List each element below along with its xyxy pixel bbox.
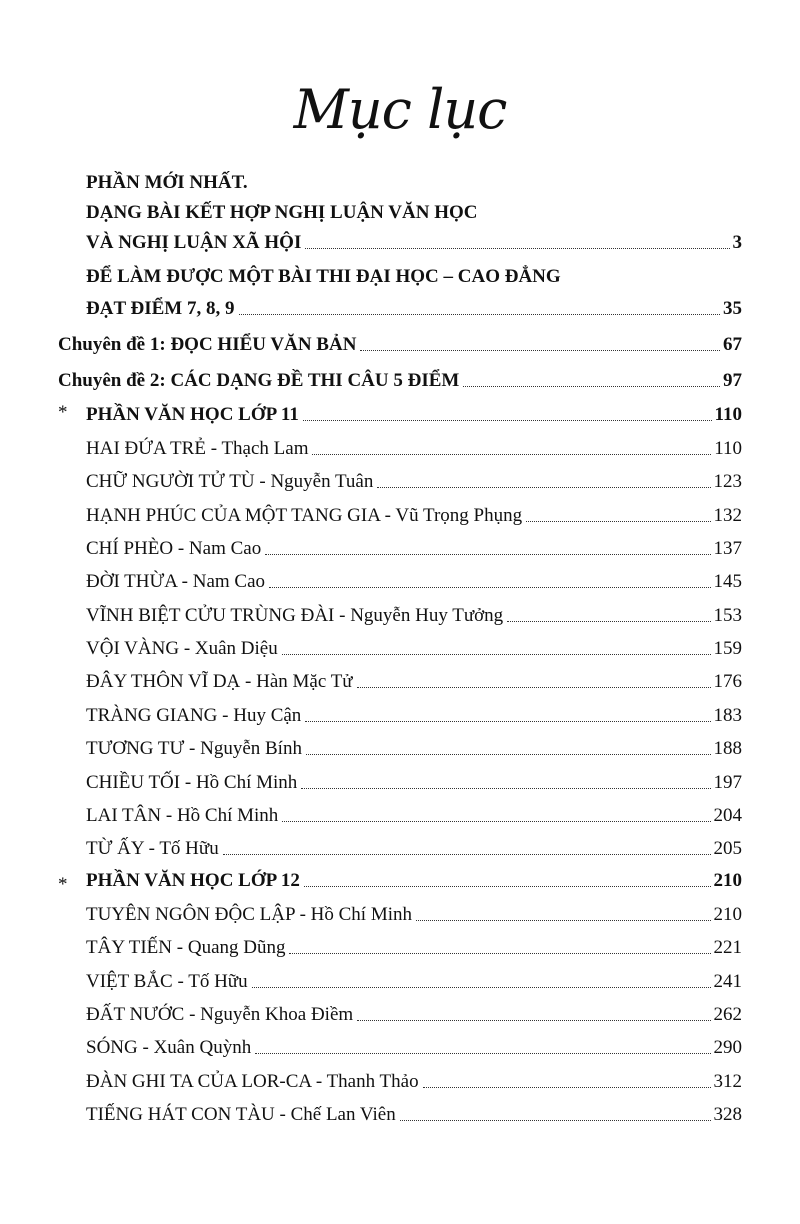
dot-leader [416, 920, 710, 921]
separator: - [217, 704, 234, 726]
toc-page-number: 328 [713, 1103, 742, 1125]
author-name: Nguyễn Bính [200, 738, 302, 760]
toc-entry[interactable] [86, 1031, 742, 1059]
dot-leader [223, 854, 711, 855]
dot-leader [304, 886, 711, 887]
separator: - [143, 838, 160, 860]
toc-entry[interactable] [86, 1098, 742, 1126]
toc-page-number: 153 [713, 604, 742, 626]
toc-page-number: 210 [713, 870, 742, 891]
work-title: TUYÊN NGÔN ĐỘC LẬP [86, 904, 295, 925]
toc-entry[interactable] [86, 599, 742, 627]
dot-leader [507, 621, 710, 622]
toc-entry-text [58, 370, 459, 392]
toc-page-number: 137 [713, 538, 742, 560]
separator: - [173, 538, 189, 560]
dot-leader [357, 1020, 710, 1021]
toc-section-11-heading[interactable] [86, 398, 742, 426]
toc-page-number: 3 [732, 232, 742, 253]
toc-entry-text [86, 772, 297, 794]
toc-entry[interactable] [86, 432, 742, 460]
separator: - [240, 671, 257, 693]
separator: - [274, 1103, 291, 1125]
work-title: LAI TÂN [86, 804, 162, 826]
separator: - [137, 1037, 154, 1059]
toc-entry[interactable] [86, 1065, 742, 1093]
author-name: Thanh Thảo [326, 1070, 419, 1092]
separator: - [179, 638, 195, 660]
toc-page-number: 290 [713, 1037, 742, 1059]
separator: - [172, 937, 188, 959]
work-title: TƯƠNG TƯ [86, 738, 185, 760]
toc-entry-text: VÀ NGHỊ LUẬN XÃ HỘI [86, 232, 302, 253]
topic-prefix: Chuyên đề 1: [58, 334, 166, 355]
dot-leader [463, 386, 720, 387]
separator: - [176, 571, 193, 593]
toc-entry[interactable] [86, 965, 742, 993]
toc-entry[interactable] [86, 998, 742, 1026]
separator: - [205, 438, 222, 459]
dot-leader [360, 350, 720, 351]
dot-leader [255, 1053, 710, 1054]
work-title: CHỮ NGƯỜI TỬ TÙ [86, 471, 255, 493]
dot-leader [306, 754, 711, 755]
toc-entry[interactable] [86, 665, 742, 693]
separator: - [379, 504, 396, 526]
toc-entry[interactable] [86, 732, 742, 760]
toc-entry[interactable] [86, 499, 742, 527]
toc-entry-text [86, 1104, 396, 1126]
toc-entry-text [58, 334, 356, 356]
dot-leader [400, 1120, 711, 1121]
toc-entry[interactable] [86, 898, 742, 926]
toc-entry[interactable] [86, 292, 742, 320]
toc-page-number: 176 [713, 671, 742, 693]
toc-entry-text [86, 1071, 419, 1093]
toc-page-number: 123 [713, 471, 742, 493]
toc-page-number: 132 [713, 504, 742, 526]
toc-intro-line1 [86, 166, 736, 194]
toc-page-number: 262 [713, 1003, 742, 1025]
toc-entry-text: PHẦN VĂN HỌC LỚP 12 [86, 870, 300, 891]
separator: - [180, 771, 196, 793]
dot-leader [377, 487, 710, 488]
toc-page-number: 241 [713, 970, 742, 992]
topic-prefix: Chuyên đề 2: [58, 370, 166, 391]
toc-entry-text [86, 438, 308, 460]
author-name: Hàn Mặc Tử [256, 671, 353, 693]
work-title: ĐÀN GHI TA CỦA LOR-CA [86, 1070, 312, 1092]
dot-leader [252, 987, 711, 988]
toc-entry-text: PHẦN MỚI NHẤT. [86, 172, 248, 193]
toc-intro-line2 [86, 196, 736, 224]
dot-leader [526, 521, 710, 522]
work-title: HAI ĐỨA TRẺ [86, 438, 206, 459]
toc-entry[interactable] [86, 699, 742, 727]
toc-page-number: 67 [723, 334, 742, 355]
toc-entry-text [86, 904, 412, 926]
toc-page-number: 188 [713, 738, 742, 760]
toc-page-number: 183 [713, 704, 742, 726]
author-name: Huy Cận [233, 704, 302, 726]
toc-intro-line4 [86, 260, 736, 288]
toc-entry-text: PHẦN VĂN HỌC LỚP 11 [86, 404, 299, 425]
work-title: TRÀNG GIANG [86, 704, 218, 726]
toc-entry-text [86, 538, 261, 560]
toc-page-number: 110 [714, 404, 742, 425]
author-name: Quang Dũng [187, 937, 286, 959]
toc-page-number: 210 [713, 904, 742, 925]
toc-entry-text [86, 838, 219, 860]
work-title: ĐÂY THÔN VĨ DẠ [86, 671, 241, 693]
bullet-star: * [58, 874, 68, 895]
separator: - [184, 738, 201, 760]
toc-entry-text [86, 705, 301, 727]
separator: - [334, 604, 351, 626]
dot-leader [265, 554, 710, 555]
author-name: Thạch Lam [221, 438, 309, 459]
toc-page-number: 35 [723, 298, 742, 319]
toc-entry-text [86, 605, 503, 627]
dot-leader [289, 953, 710, 954]
toc-entry-topic-1[interactable] [58, 328, 742, 356]
work-title: TÂY TIẾN [86, 937, 173, 959]
author-name: Tố Hữu [159, 838, 219, 860]
toc-entry-text: ĐẠT ĐIỂM 7, 8, 9 [86, 298, 235, 319]
work-title: HẠNH PHÚC CỦA MỘT TANG GIA [86, 504, 380, 526]
toc-entry-text [86, 471, 373, 493]
author-name: Chế Lan Viên [290, 1103, 396, 1125]
dot-leader [282, 821, 710, 822]
work-title: CHIỀU TỐI [86, 771, 181, 793]
dot-leader [423, 1087, 711, 1088]
toc-page-number: 204 [713, 804, 742, 826]
toc-entry-text [86, 638, 278, 660]
author-name: Nguyễn Tuân [270, 471, 374, 493]
work-title: TỪ ẤY [86, 838, 144, 860]
dot-leader [303, 420, 712, 421]
toc-entry[interactable] [86, 465, 742, 493]
author-name: Nguyễn Khoa Điềm [200, 1003, 354, 1025]
work-title: ĐẤT NƯỚC [86, 1003, 185, 1025]
toc-page-number: 110 [714, 438, 742, 459]
separator: - [184, 1003, 201, 1025]
toc-entry-text [86, 805, 278, 827]
toc-page-number: 205 [713, 838, 742, 860]
separator: - [161, 804, 177, 826]
author-name: Nguyễn Huy Tưởng [350, 604, 504, 626]
toc-entry-text [86, 1037, 251, 1059]
toc-entry-text: ĐỂ LÀM ĐƯỢC MỘT BÀI THI ĐẠI HỌC – CAO ĐẲNG [86, 266, 561, 287]
toc-entry-topic-2[interactable] [58, 364, 742, 392]
page-title: Mục lục [293, 78, 507, 141]
dot-leader [305, 248, 729, 249]
toc-page-number: 97 [723, 370, 742, 391]
separator: - [294, 904, 311, 925]
toc-entry[interactable] [86, 226, 742, 254]
topic-title: ĐỌC HIỂU VĂN BẢN [170, 334, 357, 355]
author-name: Hồ Chí Minh [310, 904, 413, 925]
dot-leader [269, 587, 710, 588]
toc-entry-text [86, 671, 353, 693]
author-name: Tố Hữu [188, 970, 248, 992]
dot-leader [301, 788, 710, 789]
toc-page-number: 145 [713, 571, 742, 593]
toc-entry-text [86, 1004, 353, 1026]
work-title: VIỆT BẮC [86, 970, 173, 992]
topic-title: CÁC DẠNG ĐỀ THI CÂU 5 ĐIỂM [170, 370, 460, 391]
toc-entry-text [86, 571, 265, 593]
dot-leader [305, 721, 710, 722]
toc-entry-text: DẠNG BÀI KẾT HỢP NGHỊ LUẬN VĂN HỌC [86, 202, 478, 223]
work-title: VĨNH BIỆT CỬU TRÙNG ĐÀI [86, 604, 335, 626]
work-title: SÓNG [86, 1037, 138, 1059]
author-name: Nam Cao [192, 571, 266, 593]
toc-entry[interactable] [86, 565, 742, 593]
dot-leader [282, 654, 711, 655]
toc-entry[interactable] [86, 766, 742, 794]
toc-entry[interactable] [86, 832, 742, 860]
toc-entry-text [86, 738, 302, 760]
toc-entry[interactable] [86, 799, 742, 827]
separator: - [254, 471, 271, 493]
toc-entry-text [86, 971, 248, 993]
author-name: Hồ Chí Minh [195, 771, 298, 793]
dot-leader [239, 314, 721, 315]
bullet-star: * [58, 402, 68, 423]
toc-entry[interactable] [86, 632, 742, 660]
work-title: CHÍ PHÈO [86, 538, 174, 560]
dot-leader [312, 454, 711, 455]
author-name: Xuân Quỳnh [153, 1037, 252, 1059]
dot-leader [357, 687, 711, 688]
author-name: Nam Cao [188, 538, 262, 560]
author-name: Xuân Diệu [194, 638, 278, 660]
toc-entry[interactable] [86, 931, 742, 959]
separator: - [172, 970, 189, 992]
toc-page-number: 221 [713, 937, 742, 959]
toc-section-12-heading[interactable] [86, 864, 742, 892]
author-name: Hồ Chí Minh [176, 804, 279, 826]
work-title: ĐỜI THỪA [86, 571, 177, 593]
work-title: VỘI VÀNG [86, 638, 180, 660]
author-name: Vũ Trọng Phụng [395, 504, 523, 526]
toc-entry[interactable] [86, 532, 742, 560]
work-title: TIẾNG HÁT CON TÀU [86, 1103, 275, 1125]
toc-entry-text [86, 937, 285, 959]
toc-page-number: 197 [713, 771, 742, 793]
separator: - [311, 1070, 327, 1092]
toc-entry-text [86, 505, 522, 527]
toc-page-number: 159 [713, 638, 742, 660]
toc-page-number: 312 [713, 1070, 742, 1092]
